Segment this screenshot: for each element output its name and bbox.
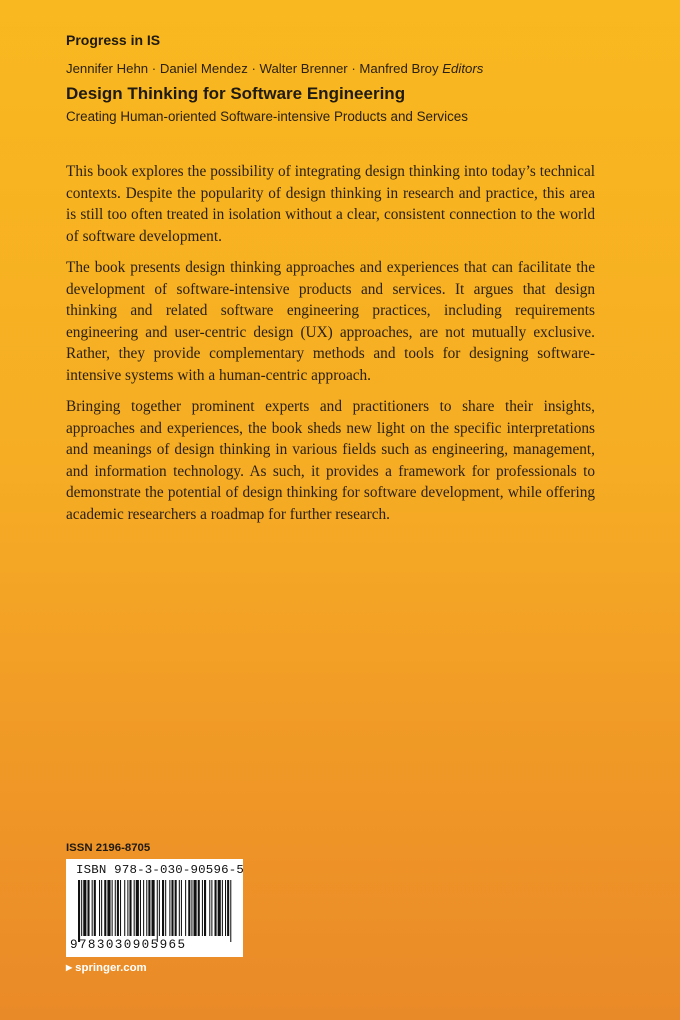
barcode-box: [66, 859, 243, 957]
blurb: [66, 161, 595, 535]
issn: ISSN 2196-8705: [66, 842, 151, 854]
barcode-digits: 9783030905965: [70, 938, 187, 952]
book-subtitle: Creating Human-oriented Software-intensive Products and Services: [66, 109, 468, 124]
editors-role: Editors: [442, 61, 484, 76]
publisher-url: springer.com: [75, 962, 147, 974]
series-name: Progress in IS: [66, 32, 161, 48]
blurb-paragraph-2: The book presents design thinking approaches and experiences that can facilitate the development of software-intensive products and services. It argues that design thinking and related software engineering practices, including requirements engineering and user-centric design (UX) approaches, are not mutually exclusive. Rather, they provide complementary methods and tools for designing software-intensive systems with a human-centric approach.: [66, 259, 595, 384]
blurb-paragraph-1: This book explores the possibility of integrating design thinking into today’s technical contexts. Despite the popularity of design thinking in research and practice, this area is still too often treated in isolation without a clear, consistent connection to the world of software development.: [66, 163, 595, 245]
blurb-paragraph-3: Bringing together prominent experts and practitioners to share their insights, approaches and experiences, the book sheds new light on the specific interpretations and meanings of design thinking in various fields such as engineering, management, and information technology. As such, it provides a framework for professionals to demonstrate the potential of design thinking for software development, while offering academic researchers a roadmap for further research.: [66, 398, 595, 523]
book-title: Design Thinking for Software Engineering: [66, 84, 406, 103]
editor-names: Jennifer Hehn · Daniel Mendez · Walter Brenner · Manfred Broy: [66, 61, 439, 76]
publisher-link[interactable]: [66, 962, 147, 974]
triangle-right-icon: ▶: [66, 963, 73, 972]
isbn-label: ISBN 978-3-030-90596-5: [76, 863, 244, 877]
editors-line: [66, 61, 483, 76]
